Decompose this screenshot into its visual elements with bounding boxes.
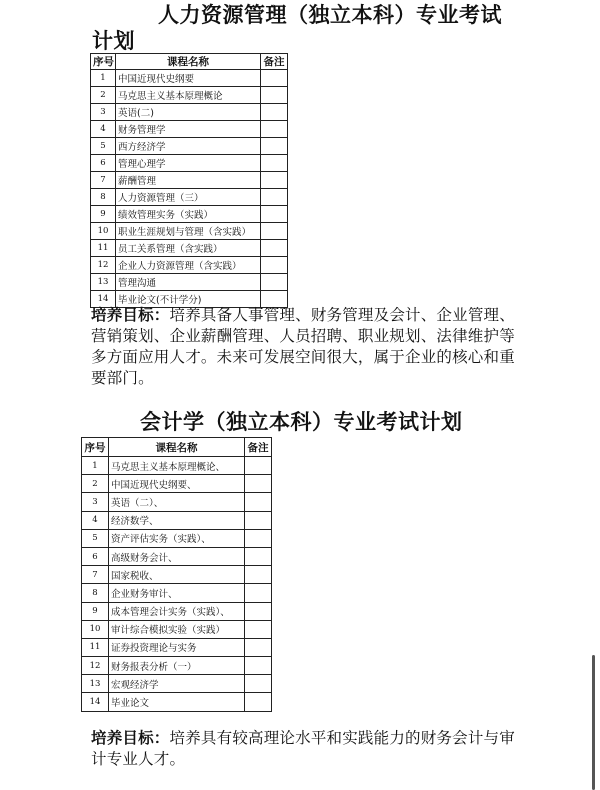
course-name-cell: 宏观经济学 (109, 675, 245, 693)
course-name-cell: 财务管理学 (116, 121, 261, 138)
section2-table-body (82, 457, 272, 712)
table-row (82, 620, 272, 638)
table-row (82, 693, 272, 711)
table-row (91, 189, 288, 206)
row-number: 12 (82, 657, 109, 675)
goal-label: 培养目标： (91, 729, 170, 747)
course-name-cell: 管理心理学 (116, 155, 261, 172)
course-name-cell: 职业生涯规划与管理（含实践） (116, 223, 261, 240)
course-name-cell: 企业财务审计、 (109, 584, 245, 602)
course-name-cell: 成本管理会计实务（实践）、 (109, 602, 245, 620)
note-cell (261, 155, 288, 172)
row-number: 1 (91, 70, 116, 87)
course-name-cell: 马克思主义基本原理概论、 (109, 457, 245, 475)
table-header-row (82, 438, 272, 457)
note-cell (245, 457, 272, 475)
table-row (91, 104, 288, 121)
row-number: 12 (91, 257, 116, 274)
course-name-cell: 财务报表分析（一） (109, 657, 245, 675)
row-number: 4 (82, 511, 109, 529)
row-number: 13 (91, 274, 116, 291)
table-row (82, 657, 272, 675)
row-number: 3 (82, 493, 109, 511)
note-cell (261, 121, 288, 138)
note-cell (245, 547, 272, 565)
note-cell (245, 693, 272, 711)
course-name-cell: 中国近现代史纲要 (116, 70, 261, 87)
row-number: 7 (82, 566, 109, 584)
note-cell (261, 223, 288, 240)
row-number: 5 (82, 529, 109, 547)
row-number: 7 (91, 172, 116, 189)
section1-table-body (91, 70, 288, 308)
table-row (82, 675, 272, 693)
course-name-cell: 国家税收、 (109, 566, 245, 584)
course-name-cell: 中国近现代史纲要、 (109, 475, 245, 493)
table-row (91, 223, 288, 240)
row-number: 13 (82, 675, 109, 693)
row-number: 2 (91, 87, 116, 104)
course-name-cell: 薪酬管理 (116, 172, 261, 189)
note-cell (245, 657, 272, 675)
header-note: 备注 (245, 438, 272, 457)
table-row (82, 493, 272, 511)
course-name-cell: 毕业论文 (109, 693, 245, 711)
row-number: 11 (91, 240, 116, 257)
header-note: 备注 (261, 54, 288, 70)
row-number: 4 (91, 121, 116, 138)
note-cell (245, 493, 272, 511)
table-row (82, 547, 272, 565)
vertical-scrollbar[interactable] (592, 655, 595, 790)
note-cell (261, 206, 288, 223)
table-row (91, 87, 288, 104)
row-number: 5 (91, 138, 116, 155)
goal-text: 培养具有较高理论水平和实践能力的财务会计与审计专业人才。 (91, 729, 515, 768)
row-number: 10 (82, 620, 109, 638)
table-row (91, 240, 288, 257)
course-name-cell: 高级财务会计、 (109, 547, 245, 565)
section1-course-table (90, 53, 288, 308)
table-row (82, 584, 272, 602)
section1-title-continued: 计划 (92, 29, 135, 53)
row-number: 2 (82, 475, 109, 493)
goal-text: 培养具备人事管理、财务管理及会计、企业管理、营销策划、企业薪酬管理、人员招聘、职业规划、法律维护等多方面应用人才。未来可发展空间很大，属于企业的核心和重要部门。 (91, 306, 515, 387)
row-number: 14 (91, 291, 116, 308)
table-row (91, 274, 288, 291)
section2-goal (91, 728, 521, 770)
course-name-cell: 马克思主义基本原理概论 (116, 87, 261, 104)
row-number: 6 (91, 155, 116, 172)
section1-title: 人力资源管理（独立本科）专业考试 (158, 3, 502, 27)
course-name-cell: 证券投资理论与实务 (109, 638, 245, 656)
table-row (91, 257, 288, 274)
table-row (82, 602, 272, 620)
row-number: 10 (91, 223, 116, 240)
course-name-cell: 经济数学、 (109, 511, 245, 529)
row-number: 8 (91, 189, 116, 206)
goal-label: 培养目标： (91, 306, 170, 324)
table-row (91, 70, 288, 87)
note-cell (261, 257, 288, 274)
table-row (91, 138, 288, 155)
table-row (91, 121, 288, 138)
course-name-cell: 英语(二) (116, 104, 261, 121)
header-course-name: 课程名称 (116, 54, 261, 70)
header-no: 序号 (82, 438, 109, 457)
table-row (82, 638, 272, 656)
section1-goal (91, 305, 521, 389)
row-number: 11 (82, 638, 109, 656)
row-number: 9 (91, 206, 116, 223)
course-name-cell: 英语（二）、 (109, 493, 245, 511)
row-number: 6 (82, 547, 109, 565)
section2-course-table (81, 437, 272, 712)
note-cell (261, 87, 288, 104)
note-cell (245, 638, 272, 656)
note-cell (261, 70, 288, 87)
note-cell (245, 511, 272, 529)
course-name-cell: 审计综合模拟实验（实践） (109, 620, 245, 638)
table-row (82, 475, 272, 493)
note-cell (245, 602, 272, 620)
note-cell (245, 475, 272, 493)
note-cell (245, 529, 272, 547)
row-number: 9 (82, 602, 109, 620)
header-course-name: 课程名称 (109, 438, 245, 457)
table-header-row (91, 54, 288, 70)
table-row (82, 529, 272, 547)
note-cell (261, 240, 288, 257)
note-cell (261, 104, 288, 121)
table-row (91, 172, 288, 189)
note-cell (261, 189, 288, 206)
row-number: 14 (82, 693, 109, 711)
note-cell (261, 274, 288, 291)
note-cell (261, 138, 288, 155)
course-name-cell: 人力资源管理（三） (116, 189, 261, 206)
note-cell (245, 620, 272, 638)
table-row (91, 206, 288, 223)
header-no: 序号 (91, 54, 116, 70)
course-name-cell: 管理沟通 (116, 274, 261, 291)
note-cell (245, 584, 272, 602)
row-number: 3 (91, 104, 116, 121)
course-name-cell: 西方经济学 (116, 138, 261, 155)
row-number: 8 (82, 584, 109, 602)
note-cell (261, 172, 288, 189)
note-cell (245, 675, 272, 693)
course-name-cell: 绩效管理实务（实践） (116, 206, 261, 223)
course-name-cell: 员工关系管理（含实践） (116, 240, 261, 257)
course-name-cell: 企业人力资源管理（含实践） (116, 257, 261, 274)
course-name-cell: 资产评估实务（实践）、 (109, 529, 245, 547)
section2-title: 会计学（独立本科）专业考试计划 (140, 410, 463, 434)
table-row (91, 155, 288, 172)
course-name-cell: 毕业论文(不计学分) (116, 291, 261, 308)
table-row (82, 511, 272, 529)
table-row (82, 457, 272, 475)
row-number: 1 (82, 457, 109, 475)
note-cell (245, 566, 272, 584)
table-row (82, 566, 272, 584)
